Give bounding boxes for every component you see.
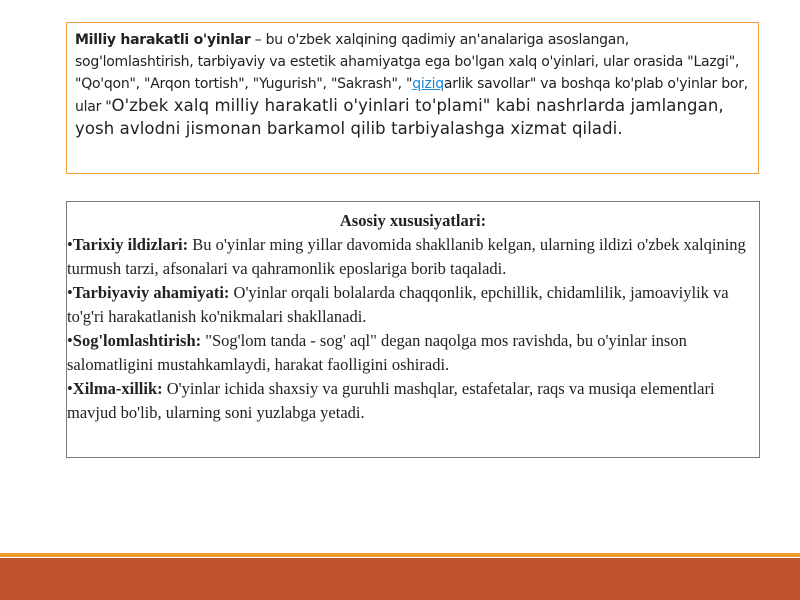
features-textbox [66, 201, 760, 458]
feature-text: O'yinlar ichida shaxsiy va guruhli mashqlar, estafetalar, raqs va musiqa elementlari mavjud bo'lib, ularning soni yuzlabga yetadi. [67, 379, 715, 422]
feature-label: Xilma-xillik: [72, 379, 163, 398]
bullet: • [67, 235, 73, 254]
feature-item-education [67, 281, 759, 329]
feature-text: O'yinlar orqali bolalarda chaqqonlik, epchillik, chidamlilik, jamoaviylik va to'g'ri harakatlanish ko'nikmalari shakllanadi. [67, 283, 729, 326]
bullet: • [67, 379, 73, 398]
feature-text: "Sog'lom tanda - sog' aql" degan naqolga mos ravishda, bu o'yinlar inson salomatligini mustahkamlaydi, harakat faolligini oshiradi. [67, 331, 687, 374]
feature-label: Tarbiyaviy ahamiyati: [72, 283, 230, 302]
intro-text-b: arlik savollar" va boshqa ko'plab o'yinlar bor, ular " [75, 76, 748, 115]
intro-text-c: O'zbek xalq milliy harakatli o'yinlari to'plami" kabi nashrlarda jamlangan, yosh avlodni jismonan barkamol qilib tarbiyalashga xizmat qiladi. [75, 96, 724, 138]
qiziq-link[interactable]: qiziq [412, 76, 444, 92]
intro-text-a: bu o'zbek xalqining qadimiy an'analariga asoslangan, sog'lomlashtirish, tarbiyaviy va estetik ahamiyatga ega bo'lgan xalq o'yinlari, ular orasida "Lazgi", "Qo'qon", "Arqon tortish", "Yugurish", "Sakrash", " [75, 32, 740, 92]
bullet: • [67, 283, 73, 302]
footer-accent-line [0, 553, 800, 557]
intro-paragraph [75, 29, 750, 141]
feature-label: Tarixiy ildizlari: [72, 235, 189, 254]
feature-item-history [67, 233, 759, 281]
feature-item-variety [67, 377, 759, 425]
feature-label: Sog'lomlashtirish: [72, 331, 202, 350]
feature-text: Bu o'yinlar ming yillar davomida shakllanib kelgan, ularning ildizi o'zbek xalqining turmush tarzi, afsonalari va qahramonlik eposlariga borib taqaladi. [67, 235, 746, 278]
intro-textbox [66, 22, 759, 174]
feature-item-health [67, 329, 759, 377]
features-heading: Asosiy xususiyatlari: [339, 211, 487, 230]
footer-bar [0, 558, 800, 600]
intro-title: Milliy harakatli o'yinlar [75, 32, 251, 48]
intro-dash: – [250, 32, 266, 48]
bullet: • [67, 331, 73, 350]
